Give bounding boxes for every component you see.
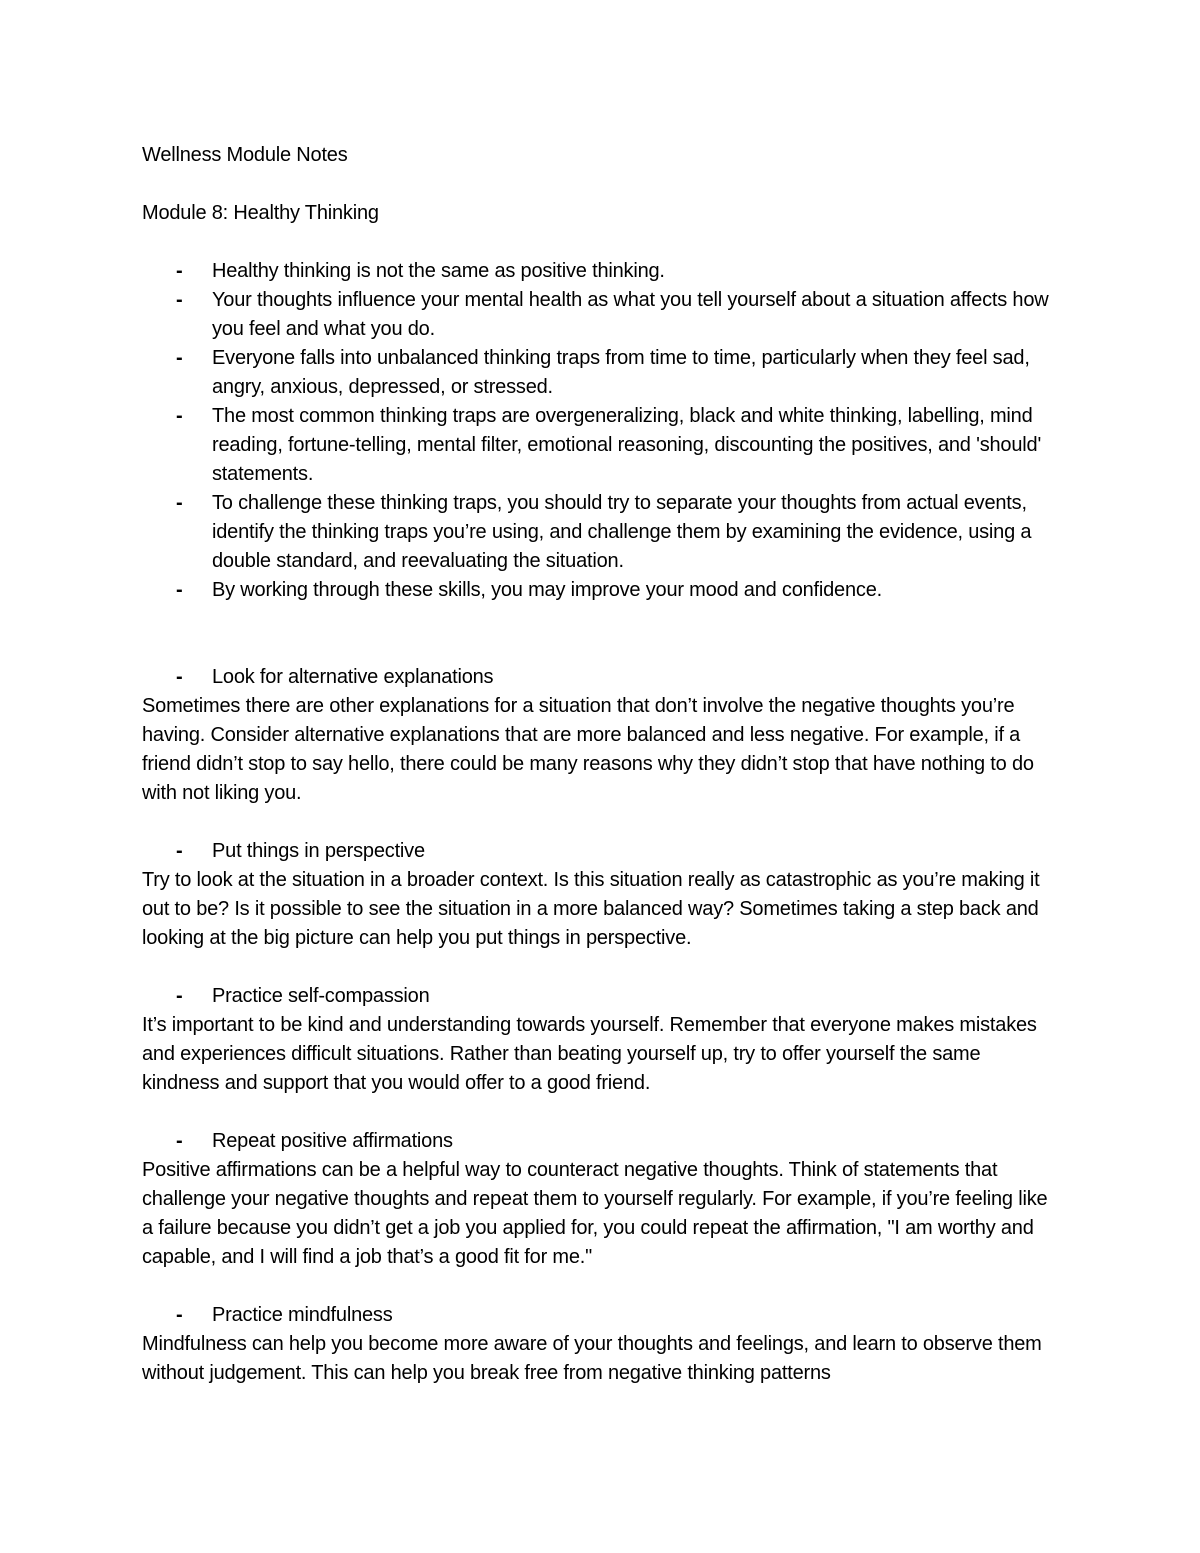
document-title: Wellness Module Notes <box>142 144 348 166</box>
list-item <box>142 576 1062 605</box>
section-body: Mindfulness can help you become more aware of your thoughts and feelings, and learn to observe them without judgement. This can help you break free from negative thinking patterns <box>142 1333 1042 1384</box>
section-heading-text: Practice self-compassion <box>212 985 430 1007</box>
section-body: Try to look at the situation in a broader context. Is this situation really as catastrophic as you’re making it out to be? Is it possible to see the situation in a more balanced way? Sometimes taking a step back and looking at the big picture can help you put things in perspective. <box>142 869 1040 949</box>
bullet-text: By working through these skills, you may improve your mood and confidence. <box>212 579 882 601</box>
document-page <box>142 141 1062 1388</box>
bullet-dash: - <box>176 260 183 282</box>
bullet-dash: - <box>176 666 183 688</box>
bullet-dash: - <box>176 347 183 369</box>
intro-bullet-list <box>142 257 1062 605</box>
bullet-dash: - <box>176 1130 183 1152</box>
section-heading-text: Put things in perspective <box>212 840 425 862</box>
bullet-dash: - <box>176 1304 183 1326</box>
spacer <box>142 170 1062 199</box>
section-body: It’s important to be kind and understanding towards yourself. Remember that everyone makes mistakes and experiences difficult situations. Rather than beating yourself up, try to offer yourself the same kindness and support that you would offer to a good friend. <box>142 1014 1037 1094</box>
section-mindfulness <box>142 1301 1062 1388</box>
bullet-text: Your thoughts influence your mental health as what you tell yourself about a situation affects how you feel and what you do. <box>212 289 1049 340</box>
bullet-dash: - <box>176 405 183 427</box>
section-self-compassion <box>142 982 1062 1098</box>
section-heading-text: Look for alternative explanations <box>212 666 494 688</box>
section-heading <box>142 1301 1062 1330</box>
section-perspective <box>142 837 1062 953</box>
section-heading <box>142 663 1062 692</box>
spacer <box>142 953 1062 982</box>
section-affirmations <box>142 1127 1062 1272</box>
spacer <box>142 1098 1062 1127</box>
list-item <box>142 257 1062 286</box>
bullet-text: To challenge these thinking traps, you should try to separate your thoughts from actual events, identify the thinking traps you’re using, and challenge them by examining the evidence, using a double standard, and reevaluating the situation. <box>212 492 1032 572</box>
section-heading <box>142 982 1062 1011</box>
bullet-dash: - <box>176 840 183 862</box>
bullet-text: Healthy thinking is not the same as positive thinking. <box>212 260 665 282</box>
section-alternative-explanations <box>142 663 1062 808</box>
bullet-text: Everyone falls into unbalanced thinking traps from time to time, particularly when they feel sad, angry, anxious, depressed, or stressed. <box>212 347 1030 398</box>
spacer <box>142 808 1062 837</box>
list-item <box>142 286 1062 344</box>
bullet-dash: - <box>176 289 183 311</box>
module-title: Module 8: Healthy Thinking <box>142 202 379 224</box>
section-heading <box>142 1127 1062 1156</box>
section-heading-text: Repeat positive affirmations <box>212 1130 453 1152</box>
bullet-dash: - <box>176 492 183 514</box>
bullet-dash: - <box>176 579 183 601</box>
spacer <box>142 1272 1062 1301</box>
bullet-text: The most common thinking traps are overgeneralizing, black and white thinking, labelling, mind reading, fortune-telling, mental filter, emotional reasoning, discounting the positives, and 'should' statements. <box>212 405 1042 485</box>
section-body: Positive affirmations can be a helpful way to counteract negative thoughts. Think of statements that challenge your negative thoughts and repeat them to yourself regularly. For example, if you’re feeling like a failure because you didn’t get a job you applied for, you could repeat the affirmation, "I am worthy and capable, and I will find a job that’s a good fit for me." <box>142 1159 1048 1268</box>
list-item <box>142 402 1062 489</box>
section-heading-text: Practice mindfulness <box>212 1304 393 1326</box>
section-body: Sometimes there are other explanations for a situation that don’t involve the negative thoughts you’re having. Consider alternative explanations that are more balanced and less negative. For example, if a friend didn’t stop to say hello, there could be many reasons why they didn’t stop that have nothing to do with not liking you. <box>142 695 1034 804</box>
spacer <box>142 605 1062 663</box>
spacer <box>142 228 1062 257</box>
list-item <box>142 344 1062 402</box>
list-item <box>142 489 1062 576</box>
bullet-dash: - <box>176 985 183 1007</box>
section-heading <box>142 837 1062 866</box>
